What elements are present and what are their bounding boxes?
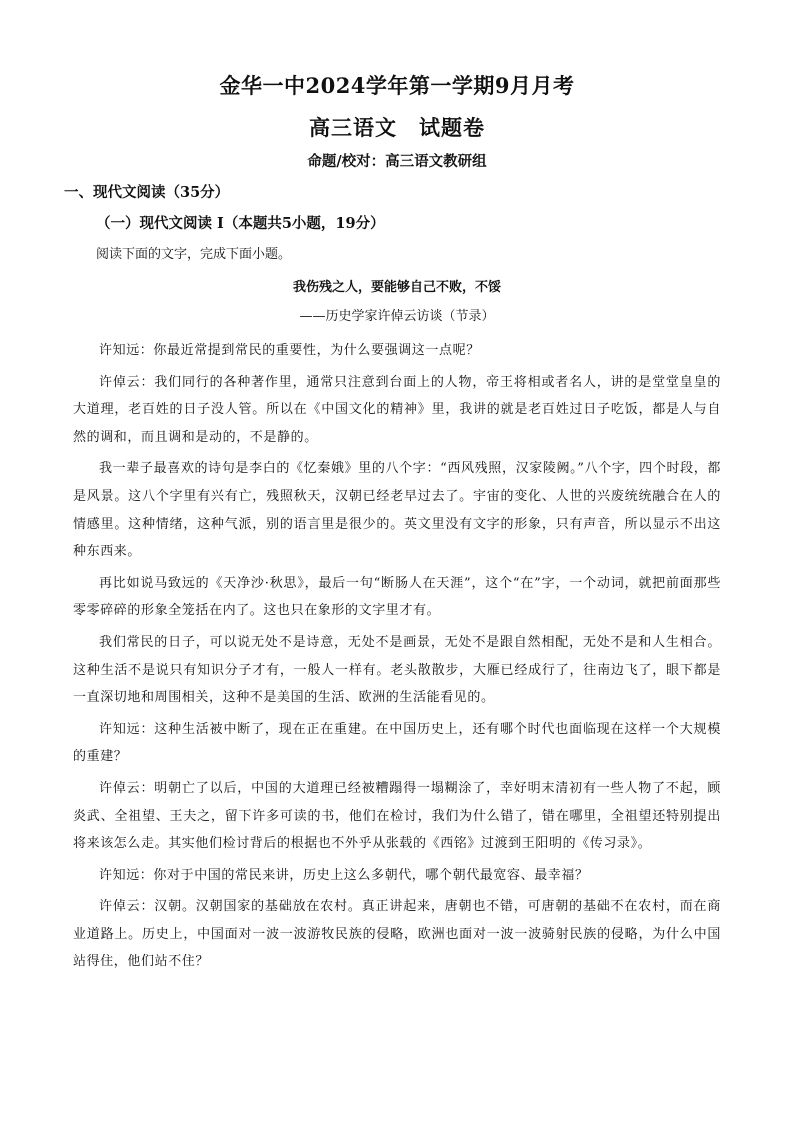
article-paragraph: 我们常民的日子，可以说无处不是诗意，无处不是画景，无处不是跟自然相配，无处不是和人生相合。这种生活不是说只有知识分子才有，一般人一样有。老头散散步，大雁已经成行了，往南边飞了，眼下都是一直深切地和周围相关，这种不是美国的生活、欧洲的生活能看见的。 bbox=[73, 634, 721, 706]
article-paragraph: 再比如说马致远的《天净沙·秋思》，最后一句“断肠人在天涯”，这个“在”字，一个动词，就把前面那些零零碎碎的形象全笼括在内了。这也只在象形的文字里才有。 bbox=[73, 575, 721, 619]
article-paragraph: 我一辈子最喜欢的诗句是李白的《忆秦娥》里的八个字：“西风残照，汉家陵阙。”八个字，四个时段，都是风景。这八个字里有兴有亡，残照秋天，汉朝已经老早过去了。宇宙的变化、人世的兴废统统融合在人的情感里。这种情绪，这种气派，别的语言里是很少的。英文里没有文字的形象，只有声音，所以显示不出这种东西来。 bbox=[73, 461, 721, 560]
article-paragraph: 许倬云：明朝亡了以后，中国的大道理已经被糟蹋得一塌糊涂了，幸好明末清初有一些人物了不起，顾炎武、全祖望、王夫之，留下许多可读的书，他们在检讨，我们为什么错了，错在哪里，全祖望还特别提出将来该怎么走。其实他们检讨背后的根据也不外乎从张载的《西铭》过渡到王阳明的《传习录》。 bbox=[73, 780, 721, 852]
section-heading: 一、现代文阅读（35分） bbox=[64, 184, 230, 201]
article-body bbox=[73, 337, 721, 980]
reading-instruction: 阅读下面的文字，完成下面小题。 bbox=[96, 247, 292, 262]
subsection-heading: （一）现代文阅读 I（本题共5小题，19分） bbox=[96, 215, 385, 232]
article-paragraph: 许知远：你最近常提到常民的重要性，为什么要强调这一点呢？ bbox=[99, 343, 480, 358]
article-paragraph: 许倬云：汉朝。汉朝国家的基础放在农村。真正讲起来，唐朝也不错，可唐朝的基础不在农村，而在商业道路上。历史上，中国面对一波一波游牧民族的侵略，欧洲也面对一波一波骑射民族的侵略，为什么中国站得住，他们站不住？ bbox=[73, 899, 721, 970]
article-subtitle: ——历史学家许倬云访谈（节录） bbox=[299, 309, 495, 324]
exam-byline: 命题/校对：高三语文教研组 bbox=[307, 153, 487, 170]
exam-title: 金华一中2024学年第一学期9月月考 bbox=[219, 73, 575, 98]
article-paragraph: 许知远：这种生活被中断了，现在正在重建。在中国历史上，还有哪个时代也面临现在这样一个大规模的重建？ bbox=[73, 721, 721, 765]
article-paragraph: 许倬云：我们同行的各种著作里，通常只注意到台面上的人物，帝王将相或者名人，讲的是堂堂皇皇的大道理，老百姓的日子没人管。所以在《中国文化的精神》里，我讲的就是老百姓过日子吃饭，都是人与自然的调和，而且调和是动的，不是静的。 bbox=[73, 374, 721, 445]
article-title: 我伤残之人，要能够自己不败，不馁 bbox=[292, 280, 501, 295]
exam-subtitle: 高三语文 试题卷 bbox=[309, 115, 485, 140]
article-paragraph: 许知远：你对于中国的常民来讲，历史上这么多朝代，哪个朝代最宽容、最幸福？ bbox=[99, 867, 589, 883]
